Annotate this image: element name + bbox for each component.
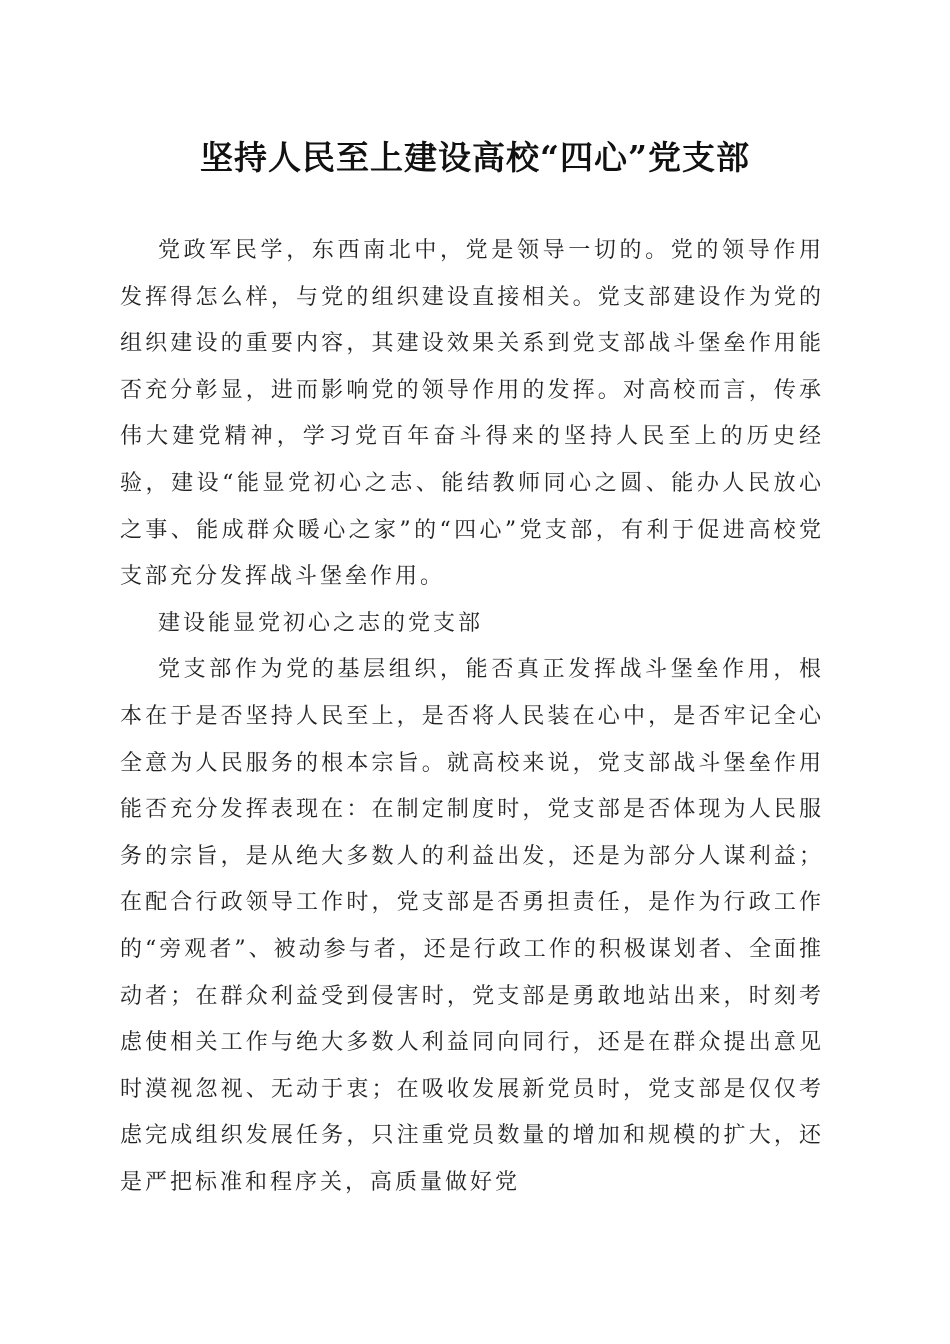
section-paragraph: 党支部作为党的基层组织，能否真正发挥战斗堡垒作用，根本在于是否坚持人民至上，是否将人民装在心中，是否牢记全心全意为人民服务的根本宗旨。就高校来说，党支部战斗堡垒作用能否充分发挥表现在：在制定制度时，党支部是否体现为人民服务的宗旨，是从绝大多数人的利益出发，还是为部分人谋利益；在配合行政领导工作时，党支部是否勇担责任，是作为行政工作的“旁观者”、被动参与者，还是行政工作的积极谋划者、全面推动者；在群众利益受到侵害时，党支部是勇敢地站出来，时刻考虑使相关工作与绝大多数人利益同向同行，还是在群众提出意见时漠视忽视、无动于衷；在吸收发展新党员时，党支部是仅仅考虑完成组织发展任务，只注重党员数量的增加和规模的扩大，还是严把标准和程序关，高质量做好党 xyxy=(120,657,824,1195)
intro-paragraph: 党政军民学，东西南北中，党是领导一切的。党的领导作用发挥得怎么样，与党的组织建设直接相关。党支部建设作为党的组织建设的重要内容，其建设效果关系到党支部战斗堡垒作用能否充分彰显，进而影响党的领导作用的发挥。对高校而言，传承伟大建党精神，学习党百年奋斗得来的坚持人民至上的历史经验，建设“能显党初心之志、能结教师同心之圆、能办人民放心之事、能成群众暖心之家”的“四心”党支部，有利于促进高校党支部充分发挥战斗堡垒作用。 xyxy=(120,238,824,590)
section-heading: 建设能显党初心之志的党支部 xyxy=(158,610,484,636)
document-title: 坚持人民至上建设高校“四心”党支部 xyxy=(200,138,750,177)
document-body xyxy=(120,228,824,1206)
